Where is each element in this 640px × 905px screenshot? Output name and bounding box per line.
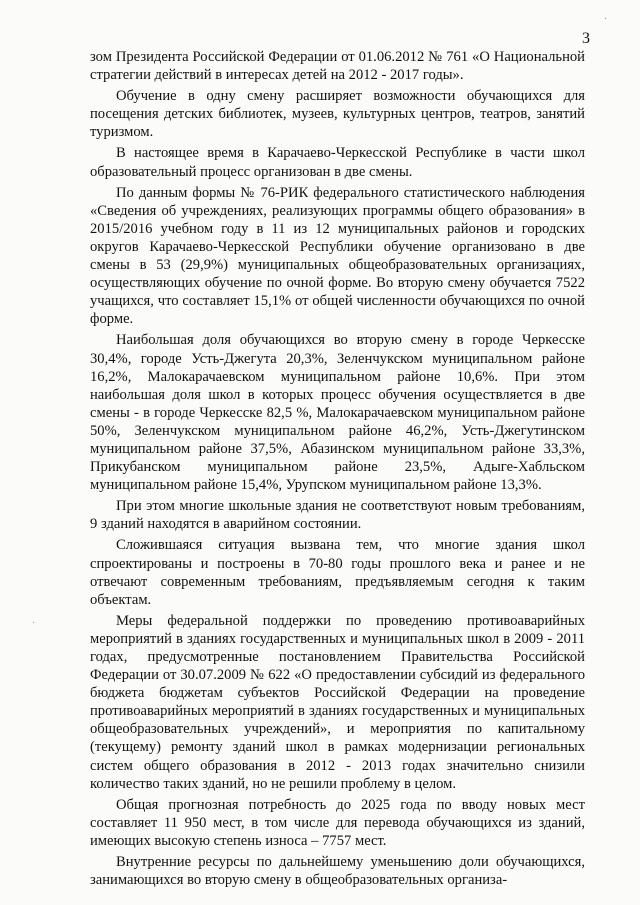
paragraph-3: В настоящее время в Карачаево-Черкесской Республике в части школ образовательный процесс организован в две смены. [90,145,585,180]
paragraph-9: Общая прогнозная потребность до 2025 года по вводу новых мест составляет 11 950 мест, в том числе для перевода обучающихся из зданий, имеющих высокую степень износа – 7757 мест. [90,796,585,849]
paragraph-5: Наибольшая доля обучающихся во вторую смену в городе Черкесске 30,4%, городе Усть-Джегута 20,3%, Зеленчукском муниципальном районе 16,2%, Малокарачаевском муниципальном районе 10,6%. При этом наибольшая доля школ в которых процесс обучения осуществляется в две смены - в городе Черкесске 82,5 %, Малокарачаевском муниципальном районе 50%, Зеленчукском муниципальном районе 46,2%, Усть-Джегутинском муниципальном районе 37,5%, Абазинском муниципальном районе 33,3%, Прикубанском муниципальном районе 23,5%, Адыге-Хабльском муниципальном районе 15,4%, Урупском муниципальном районе 13,3%. [90,332,585,494]
document-body [90,48,585,892]
paragraph-2: Обучение в одну смену расширяет возможности обучающихся для посещения детских библиотек, музеев, культурных центров, театров, занятий туризмом. [90,88,585,141]
scan-speck: · [604,14,608,25]
paragraph-10: Внутренние ресурсы по дальнейшему уменьшению доли обучающихся, занимающихся во вторую смену в общеобразовательных организа- [90,854,585,889]
paragraph-4: По данным формы № 76-РИК федерального статистического наблюдения «Сведения об учреждениях, реализующих программы общего образования» в 2015/2016 учебном году в 11 из 12 муниципальных районов и городских округов Карачаево-Черкесской Республики обучение организовано в две смены в 53 (29,9%) муниципальных общеобразовательных организациях, осуществляющих обучение по очной форме. Во вторую смену обучается 7522 учащихся, что составляет 15,1% от общей численности обучающихся по очной форме. [90,184,585,328]
paragraph-6: При этом многие школьные здания не соответствуют новым требованиям, 9 зданий находятся в аварийном состоянии. [90,498,585,533]
page-number: 3 [582,30,590,47]
paragraph-1: зом Президента Российской Федерации от 01.06.2012 № 761 «О Национальной стратегии действий в интересах детей на 2012 - 2017 годы». [90,49,585,84]
scan-speck: · [32,618,36,629]
paragraph-8: Меры федеральной поддержки по проведению противоаварийных мероприятий в зданиях государственных и муниципальных школ в 2009 - 2011 годах, предусмотренные постановлением Правительства Российской Федерации от 30.07.2009 № 622 «О предоставлении субсидий из федерального бюджета бюджетам субъектов Российской Федерации на проведение противоаварийных мероприятий в зданиях государственных и муниципальных общеобразовательных учреждений», и мероприятия по капитальному (текущему) ремонту зданий школ в рамках модернизации региональных систем общего образования в 2012 - 2013 годах значительно снизили количество таких зданий, но не решили проблему в целом. [90,612,585,792]
paragraph-7: Сложившаяся ситуация вызвана тем, что многие здания школ спроектированы и построены в 70-80 годы прошлого века и ранее и не отвечают современным требованиям, предъявляемым сегодня к таким объектам. [90,537,585,608]
